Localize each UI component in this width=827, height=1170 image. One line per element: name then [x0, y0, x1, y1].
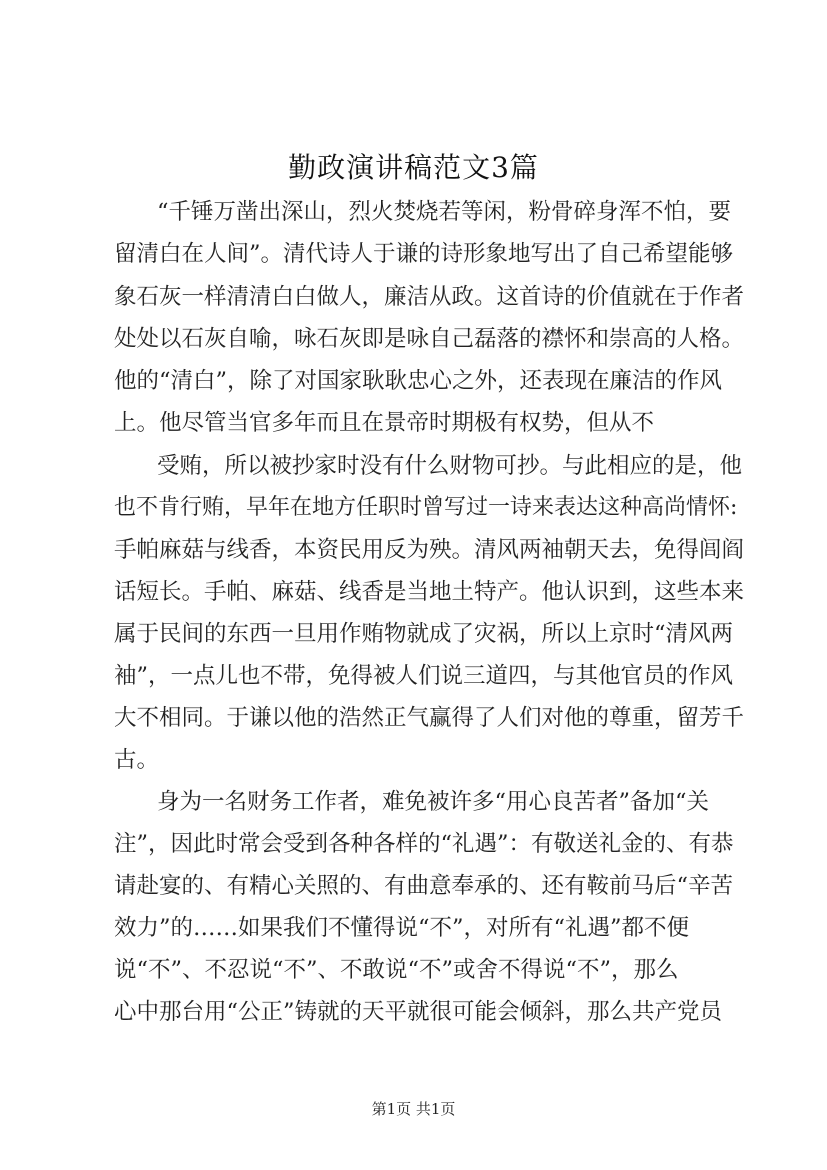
text-line: 古。: [114, 747, 160, 773]
text-line: 说“不”、不忍说“不”、不敢说“不”或舍不得说“不”，那么: [114, 957, 679, 983]
text-line: 心中那台用“公正”铸就的天平就很可能会倾斜，那么共产党员: [114, 999, 723, 1025]
text-line: 象石灰一样清清白白做人，廉洁从政。这首诗的价值就在于作者: [114, 284, 745, 310]
text-line: 受贿，所以被抄家时没有什么财物可抄。与此相应的是，他: [157, 453, 743, 479]
text-line: 大不相同。于谦以他的浩然正气赢得了人们对他的尊重，留芳千: [114, 705, 745, 731]
document-title: 勤政演讲稿范文3篇: [288, 151, 539, 184]
text-line: 效力”的……如果我们不懂得说“不”，对所有“礼遇”都不便: [114, 915, 690, 941]
text-line: 注”，因此时常会受到各种各样的“礼遇”：有敬送礼金的、有恭: [114, 831, 734, 857]
text-line: 请赴宴的、有精心关照的、有曲意奉承的、还有鞍前马后“辛苦: [114, 873, 734, 899]
text-line: 话短长。手帕、麻菇、线香是当地土特产。他认识到，这些本来: [114, 579, 745, 605]
text-line: 上。他尽管当官多年而且在景帝时期极有权势，但从不: [114, 410, 655, 436]
text-line: “千锤万凿出深山，烈火焚烧若等闲，粉骨碎身浑不怕，要: [157, 199, 732, 225]
text-line: 身为一名财务工作者，难免被许多“用心良苦者”备加“关: [157, 789, 710, 815]
text-line: 属于民间的东西一旦用作贿物就成了灾祸，所以上京时“清风两: [114, 621, 734, 647]
text-line: 袖”，一点儿也不带，免得被人们说三道四，与其他官员的作风: [114, 663, 734, 689]
text-line: 也不肯行贿，早年在地方任职时曾写过一诗来表达这种高尚情怀:: [114, 495, 738, 520]
text-line: 处处以石灰自喻，咏石灰即是咏自己磊落的襟怀和崇高的人格。: [114, 326, 745, 352]
text-line: 手帕麻菇与线香，本资民用反为殃。清风两袖朝天去，免得闾阎: [114, 537, 745, 563]
text-line: 留清白在人间”。清代诗人于谦的诗形象地写出了自己希望能够: [114, 241, 734, 267]
text-line: 他的“清白”，除了对国家耿耿忠心之外，还表现在廉洁的作风: [114, 368, 723, 394]
page-number: 第1页 共1页: [371, 1100, 456, 1118]
